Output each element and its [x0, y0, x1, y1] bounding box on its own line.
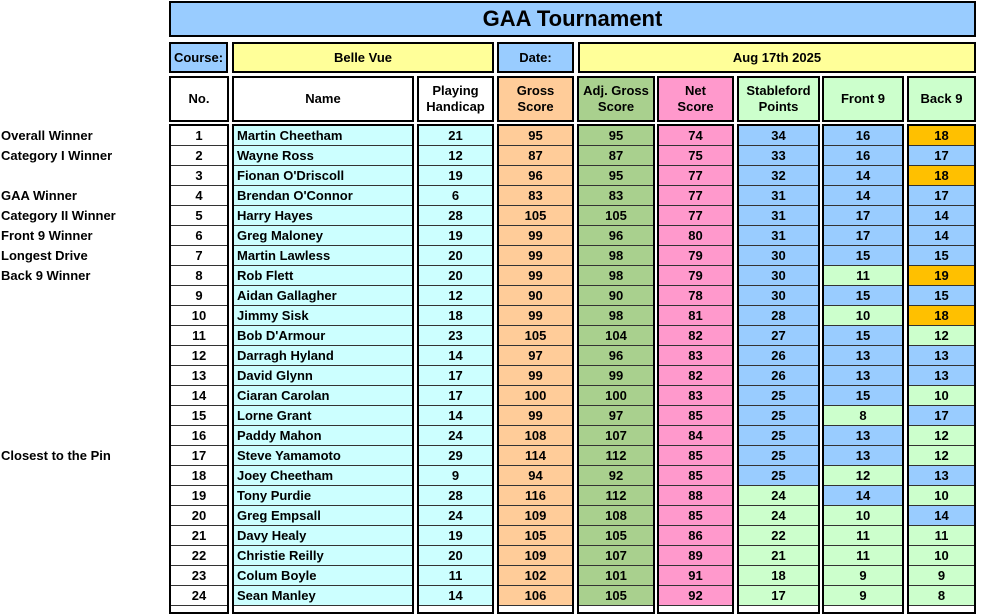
- cell-name[interactable]: Steve Yamamoto: [234, 446, 412, 466]
- cell-adj-gross-score[interactable]: 96: [579, 226, 653, 246]
- cell-adj-gross-score[interactable]: 105: [579, 526, 653, 546]
- cell-front-9[interactable]: 16: [824, 126, 902, 146]
- cell-back-9[interactable]: 14: [909, 506, 974, 526]
- cell-stableford-points[interactable]: 28: [739, 306, 818, 326]
- cell-front-9[interactable]: 15: [824, 386, 902, 406]
- cell-name[interactable]: Tony Purdie: [234, 486, 412, 506]
- cell-front-9[interactable]: 16: [824, 146, 902, 166]
- cell-back-9[interactable]: 18: [909, 306, 974, 326]
- cell-playing-handicap[interactable]: 28: [419, 486, 492, 506]
- cell-no[interactable]: 9: [171, 286, 227, 306]
- header-adj-line1: Adj. Gross: [583, 83, 649, 98]
- header-net-line2: Score: [677, 99, 714, 114]
- cell-gross-score[interactable]: 99: [499, 246, 572, 266]
- cell-playing-handicap[interactable]: 29: [419, 446, 492, 466]
- cell-gross-score[interactable]: 105: [499, 526, 572, 546]
- cell-name[interactable]: Greg Maloney: [234, 226, 412, 246]
- cell-gross-score[interactable]: 95: [499, 126, 572, 146]
- cell-net-score[interactable]: 85: [659, 446, 732, 466]
- cell-stableford-points[interactable]: 31: [739, 186, 818, 206]
- cell-stableford-points[interactable]: 31: [739, 226, 818, 246]
- cell-gross-score[interactable]: 87: [499, 146, 572, 166]
- cell-no[interactable]: 20: [171, 506, 227, 526]
- cell-front-9[interactable]: 10: [824, 306, 902, 326]
- cell-stableford-points[interactable]: 25: [739, 406, 818, 426]
- cell-no[interactable]: 23: [171, 566, 227, 586]
- cell-adj-gross-score[interactable]: 107: [579, 546, 653, 566]
- column-adj-gross-score: [577, 124, 655, 614]
- header-hcp-line2: Handicap: [426, 99, 485, 114]
- column-name: [232, 124, 414, 614]
- cell-name[interactable]: Christie Reilly: [234, 546, 412, 566]
- cell-stableford-points[interactable]: 25: [739, 466, 818, 486]
- cell-no[interactable]: 16: [171, 426, 227, 446]
- header-back-9: Back 9: [907, 76, 976, 122]
- cell-front-9[interactable]: 11: [824, 266, 902, 286]
- cell-net-score[interactable]: 85: [659, 466, 732, 486]
- cell-adj-gross-score[interactable]: 105: [579, 206, 653, 226]
- header-gross-line1: Gross: [516, 83, 555, 98]
- cell-front-9[interactable]: 17: [824, 226, 902, 246]
- cell-front-9[interactable]: 11: [824, 546, 902, 566]
- cell-adj-gross-score[interactable]: 98: [579, 246, 653, 266]
- cell-name[interactable]: Joey Cheetham: [234, 466, 412, 486]
- cell-no[interactable]: 6: [171, 226, 227, 246]
- cell-back-9[interactable]: 10: [909, 386, 974, 406]
- cell-adj-gross-score[interactable]: 95: [579, 126, 653, 146]
- cell-no[interactable]: 8: [171, 266, 227, 286]
- cell-back-9[interactable]: 15: [909, 286, 974, 306]
- cell-back-9[interactable]: 13: [909, 346, 974, 366]
- cell-stableford-points[interactable]: 26: [739, 366, 818, 386]
- header-no: No.: [169, 76, 229, 122]
- cell-stableford-points[interactable]: 30: [739, 246, 818, 266]
- cell-front-9[interactable]: 13: [824, 366, 902, 386]
- cell-back-9[interactable]: 10: [909, 546, 974, 566]
- cell-adj-gross-score[interactable]: 97: [579, 406, 653, 426]
- cell-stableford-points[interactable]: 17: [739, 586, 818, 606]
- cell-net-score[interactable]: 82: [659, 326, 732, 346]
- cell-no[interactable]: 12: [171, 346, 227, 366]
- cell-stableford-points[interactable]: 22: [739, 526, 818, 546]
- cell-front-9[interactable]: 9: [824, 566, 902, 586]
- header-adj-line2: Score: [597, 99, 635, 114]
- course-value[interactable]: Belle Vue: [232, 42, 494, 73]
- cell-net-score[interactable]: 77: [659, 186, 732, 206]
- cell-front-9[interactable]: 13: [824, 446, 902, 466]
- cell-back-9[interactable]: 14: [909, 206, 974, 226]
- cell-stableford-points[interactable]: 27: [739, 326, 818, 346]
- cell-name[interactable]: Harry Hayes: [234, 206, 412, 226]
- cell-front-9[interactable]: 14: [824, 486, 902, 506]
- cell-front-9[interactable]: 15: [824, 326, 902, 346]
- cell-back-9[interactable]: 15: [909, 246, 974, 266]
- header-name: Name: [232, 76, 414, 122]
- cell-adj-gross-score[interactable]: 101: [579, 566, 653, 586]
- cell-no[interactable]: 17: [171, 446, 227, 466]
- cell-net-score[interactable]: 92: [659, 586, 732, 606]
- column-stableford-points: [737, 124, 820, 614]
- award-label: Category II Winner: [1, 208, 116, 223]
- cell-name[interactable]: Darragh Hyland: [234, 346, 412, 366]
- cell-name[interactable]: Rob Flett: [234, 266, 412, 286]
- cell-front-9[interactable]: 13: [824, 346, 902, 366]
- cell-back-9[interactable]: 14: [909, 226, 974, 246]
- cell-front-9[interactable]: 14: [824, 166, 902, 186]
- cell-name[interactable]: Aidan Gallagher: [234, 286, 412, 306]
- cell-gross-score[interactable]: 102: [499, 566, 572, 586]
- cell-playing-handicap[interactable]: 14: [419, 346, 492, 366]
- cell-net-score[interactable]: 77: [659, 166, 732, 186]
- cell-no[interactable]: 2: [171, 146, 227, 166]
- cell-gross-score[interactable]: 116: [499, 486, 572, 506]
- cell-no[interactable]: 3: [171, 166, 227, 186]
- cell-name[interactable]: Lorne Grant: [234, 406, 412, 426]
- column-no: [169, 124, 229, 614]
- cell-name[interactable]: Davy Healy: [234, 526, 412, 546]
- cell-stableford-points[interactable]: 21: [739, 546, 818, 566]
- header-stab-line2: Points: [758, 99, 799, 114]
- cell-adj-gross-score[interactable]: 96: [579, 346, 653, 366]
- cell-front-9[interactable]: 17: [824, 206, 902, 226]
- cell-stableford-points[interactable]: 30: [739, 266, 818, 286]
- cell-adj-gross-score[interactable]: 105: [579, 586, 653, 606]
- cell-gross-score[interactable]: 109: [499, 506, 572, 526]
- cell-stableford-points[interactable]: 33: [739, 146, 818, 166]
- award-label: Back 9 Winner: [1, 268, 91, 283]
- cell-gross-score[interactable]: 99: [499, 266, 572, 286]
- cell-net-score[interactable]: 86: [659, 526, 732, 546]
- cell-front-9[interactable]: 14: [824, 186, 902, 206]
- cell-back-9[interactable]: 17: [909, 186, 974, 206]
- cell-back-9[interactable]: 12: [909, 446, 974, 466]
- cell-name[interactable]: Paddy Mahon: [234, 426, 412, 446]
- cell-stableford-points[interactable]: 18: [739, 566, 818, 586]
- cell-net-score[interactable]: 74: [659, 126, 732, 146]
- cell-no[interactable]: 19: [171, 486, 227, 506]
- cell-back-9[interactable]: 10: [909, 486, 974, 506]
- cell-adj-gross-score[interactable]: 98: [579, 266, 653, 286]
- cell-no[interactable]: 24: [171, 586, 227, 606]
- cell-gross-score[interactable]: 99: [499, 366, 572, 386]
- cell-back-9[interactable]: 19: [909, 266, 974, 286]
- cell-gross-score[interactable]: 90: [499, 286, 572, 306]
- cell-gross-score[interactable]: 105: [499, 326, 572, 346]
- column-back-9: [907, 124, 976, 614]
- award-label: Front 9 Winner: [1, 228, 93, 243]
- cell-gross-score[interactable]: 108: [499, 426, 572, 446]
- cell-playing-handicap[interactable]: 11: [419, 566, 492, 586]
- award-label: Category I Winner: [1, 148, 113, 163]
- cell-playing-handicap[interactable]: 17: [419, 386, 492, 406]
- cell-adj-gross-score[interactable]: 95: [579, 166, 653, 186]
- cell-no[interactable]: 5: [171, 206, 227, 226]
- cell-name[interactable]: Greg Empsall: [234, 506, 412, 526]
- cell-gross-score[interactable]: 100: [499, 386, 572, 406]
- column-front-9: [822, 124, 904, 614]
- cell-net-score[interactable]: 79: [659, 246, 732, 266]
- cell-gross-score[interactable]: 99: [499, 226, 572, 246]
- cell-name[interactable]: Martin Cheetham: [234, 126, 412, 146]
- cell-back-9[interactable]: 11: [909, 526, 974, 546]
- cell-name[interactable]: Wayne Ross: [234, 146, 412, 166]
- cell-no[interactable]: 21: [171, 526, 227, 546]
- cell-adj-gross-score[interactable]: 83: [579, 186, 653, 206]
- cell-net-score[interactable]: 80: [659, 226, 732, 246]
- cell-name[interactable]: Ciaran Carolan: [234, 386, 412, 406]
- header-playing-handicap: [417, 76, 494, 122]
- cell-back-9[interactable]: 8: [909, 586, 974, 606]
- cell-adj-gross-score[interactable]: 98: [579, 306, 653, 326]
- cell-playing-handicap[interactable]: 24: [419, 426, 492, 446]
- cell-playing-handicap[interactable]: 12: [419, 286, 492, 306]
- cell-playing-handicap[interactable]: 20: [419, 546, 492, 566]
- cell-adj-gross-score[interactable]: 92: [579, 466, 653, 486]
- cell-adj-gross-score[interactable]: 108: [579, 506, 653, 526]
- award-label: Closest to the Pin: [1, 448, 111, 463]
- award-label: Longest Drive: [1, 248, 88, 263]
- cell-front-9[interactable]: 8: [824, 406, 902, 426]
- cell-net-score[interactable]: 83: [659, 346, 732, 366]
- cell-playing-handicap[interactable]: 14: [419, 406, 492, 426]
- cell-no[interactable]: 15: [171, 406, 227, 426]
- cell-playing-handicap[interactable]: 19: [419, 226, 492, 246]
- cell-back-9[interactable]: 13: [909, 366, 974, 386]
- header-stab-line1: Stableford: [746, 83, 811, 98]
- header-net-score: [657, 76, 734, 122]
- cell-front-9[interactable]: 15: [824, 286, 902, 306]
- cell-front-9[interactable]: 10: [824, 506, 902, 526]
- cell-playing-handicap[interactable]: 14: [419, 586, 492, 606]
- cell-name[interactable]: Bob D'Armour: [234, 326, 412, 346]
- cell-no[interactable]: 1: [171, 126, 227, 146]
- cell-stableford-points[interactable]: 32: [739, 166, 818, 186]
- cell-gross-score[interactable]: 114: [499, 446, 572, 466]
- cell-adj-gross-score[interactable]: 100: [579, 386, 653, 406]
- cell-adj-gross-score[interactable]: 99: [579, 366, 653, 386]
- cell-stableford-points[interactable]: 25: [739, 386, 818, 406]
- cell-no[interactable]: 18: [171, 466, 227, 486]
- cell-name[interactable]: David Glynn: [234, 366, 412, 386]
- course-label: Course:: [169, 42, 228, 73]
- cell-net-score[interactable]: 81: [659, 306, 732, 326]
- cell-net-score[interactable]: 91: [659, 566, 732, 586]
- cell-playing-handicap[interactable]: 19: [419, 166, 492, 186]
- cell-adj-gross-score[interactable]: 104: [579, 326, 653, 346]
- cell-playing-handicap[interactable]: 9: [419, 466, 492, 486]
- cell-gross-score[interactable]: 83: [499, 186, 572, 206]
- cell-no[interactable]: 22: [171, 546, 227, 566]
- cell-adj-gross-score[interactable]: 90: [579, 286, 653, 306]
- cell-name[interactable]: Brendan O'Connor: [234, 186, 412, 206]
- cell-net-score[interactable]: 83: [659, 386, 732, 406]
- cell-stableford-points[interactable]: 25: [739, 446, 818, 466]
- cell-net-score[interactable]: 79: [659, 266, 732, 286]
- cell-stableford-points[interactable]: 24: [739, 486, 818, 506]
- cell-front-9[interactable]: 13: [824, 426, 902, 446]
- cell-playing-handicap[interactable]: 6: [419, 186, 492, 206]
- cell-name[interactable]: Martin Lawless: [234, 246, 412, 266]
- cell-back-9[interactable]: 12: [909, 326, 974, 346]
- cell-gross-score[interactable]: 109: [499, 546, 572, 566]
- cell-front-9[interactable]: 9: [824, 586, 902, 606]
- cell-adj-gross-score[interactable]: 112: [579, 446, 653, 466]
- column-net-score: [657, 124, 734, 614]
- cell-no[interactable]: 10: [171, 306, 227, 326]
- header-gross-line2: Score: [517, 99, 554, 114]
- cell-stableford-points[interactable]: 24: [739, 506, 818, 526]
- header-gross-score: [497, 76, 574, 122]
- cell-back-9[interactable]: 18: [909, 126, 974, 146]
- cell-name[interactable]: Fionan O'Driscoll: [234, 166, 412, 186]
- date-label: Date:: [497, 42, 574, 73]
- cell-net-score[interactable]: 85: [659, 406, 732, 426]
- cell-playing-handicap[interactable]: 24: [419, 506, 492, 526]
- cell-front-9[interactable]: 15: [824, 246, 902, 266]
- cell-name[interactable]: Sean Manley: [234, 586, 412, 606]
- cell-front-9[interactable]: 12: [824, 466, 902, 486]
- cell-back-9[interactable]: 13: [909, 466, 974, 486]
- header-hcp-line1: Playing: [432, 83, 479, 98]
- tournament-title: GAA Tournament: [169, 1, 976, 37]
- cell-front-9[interactable]: 11: [824, 526, 902, 546]
- date-value[interactable]: Aug 17th 2025: [578, 42, 976, 73]
- cell-net-score[interactable]: 75: [659, 146, 732, 166]
- cell-stableford-points[interactable]: 30: [739, 286, 818, 306]
- cell-gross-score[interactable]: 99: [499, 406, 572, 426]
- cell-gross-score[interactable]: 106: [499, 586, 572, 606]
- cell-gross-score[interactable]: 94: [499, 466, 572, 486]
- cell-adj-gross-score[interactable]: 107: [579, 426, 653, 446]
- cell-playing-handicap[interactable]: 12: [419, 146, 492, 166]
- award-label: Overall Winner: [1, 128, 93, 143]
- cell-playing-handicap[interactable]: 18: [419, 306, 492, 326]
- cell-name[interactable]: Jimmy Sisk: [234, 306, 412, 326]
- cell-back-9[interactable]: 12: [909, 426, 974, 446]
- cell-no[interactable]: 4: [171, 186, 227, 206]
- cell-gross-score[interactable]: 99: [499, 306, 572, 326]
- cell-back-9[interactable]: 9: [909, 566, 974, 586]
- column-gross-score: [497, 124, 574, 614]
- cell-adj-gross-score[interactable]: 112: [579, 486, 653, 506]
- cell-playing-handicap[interactable]: 20: [419, 246, 492, 266]
- cell-playing-handicap[interactable]: 20: [419, 266, 492, 286]
- cell-playing-handicap[interactable]: 21: [419, 126, 492, 146]
- header-stableford-points: [737, 76, 820, 122]
- cell-net-score[interactable]: 84: [659, 426, 732, 446]
- header-adj-gross-score: [577, 76, 655, 122]
- cell-net-score[interactable]: 78: [659, 286, 732, 306]
- cell-net-score[interactable]: 88: [659, 486, 732, 506]
- cell-adj-gross-score[interactable]: 87: [579, 146, 653, 166]
- cell-stableford-points[interactable]: 26: [739, 346, 818, 366]
- cell-playing-handicap[interactable]: 17: [419, 366, 492, 386]
- cell-stableford-points[interactable]: 25: [739, 426, 818, 446]
- header-front-9: Front 9: [822, 76, 904, 122]
- header-net-line1: Net: [685, 83, 706, 98]
- cell-gross-score[interactable]: 105: [499, 206, 572, 226]
- cell-stableford-points[interactable]: 34: [739, 126, 818, 146]
- award-label: GAA Winner: [1, 188, 77, 203]
- cell-playing-handicap[interactable]: 23: [419, 326, 492, 346]
- cell-net-score[interactable]: 89: [659, 546, 732, 566]
- cell-name[interactable]: Colum Boyle: [234, 566, 412, 586]
- cell-no[interactable]: 11: [171, 326, 227, 346]
- cell-gross-score[interactable]: 96: [499, 166, 572, 186]
- cell-net-score[interactable]: 85: [659, 506, 732, 526]
- cell-no[interactable]: 13: [171, 366, 227, 386]
- cell-gross-score[interactable]: 97: [499, 346, 572, 366]
- cell-back-9[interactable]: 17: [909, 146, 974, 166]
- cell-playing-handicap[interactable]: 19: [419, 526, 492, 546]
- cell-back-9[interactable]: 17: [909, 406, 974, 426]
- cell-net-score[interactable]: 82: [659, 366, 732, 386]
- cell-playing-handicap[interactable]: 28: [419, 206, 492, 226]
- cell-no[interactable]: 14: [171, 386, 227, 406]
- cell-net-score[interactable]: 77: [659, 206, 732, 226]
- cell-back-9[interactable]: 18: [909, 166, 974, 186]
- cell-stableford-points[interactable]: 31: [739, 206, 818, 226]
- column-playing-handicap: [417, 124, 494, 614]
- cell-no[interactable]: 7: [171, 246, 227, 266]
